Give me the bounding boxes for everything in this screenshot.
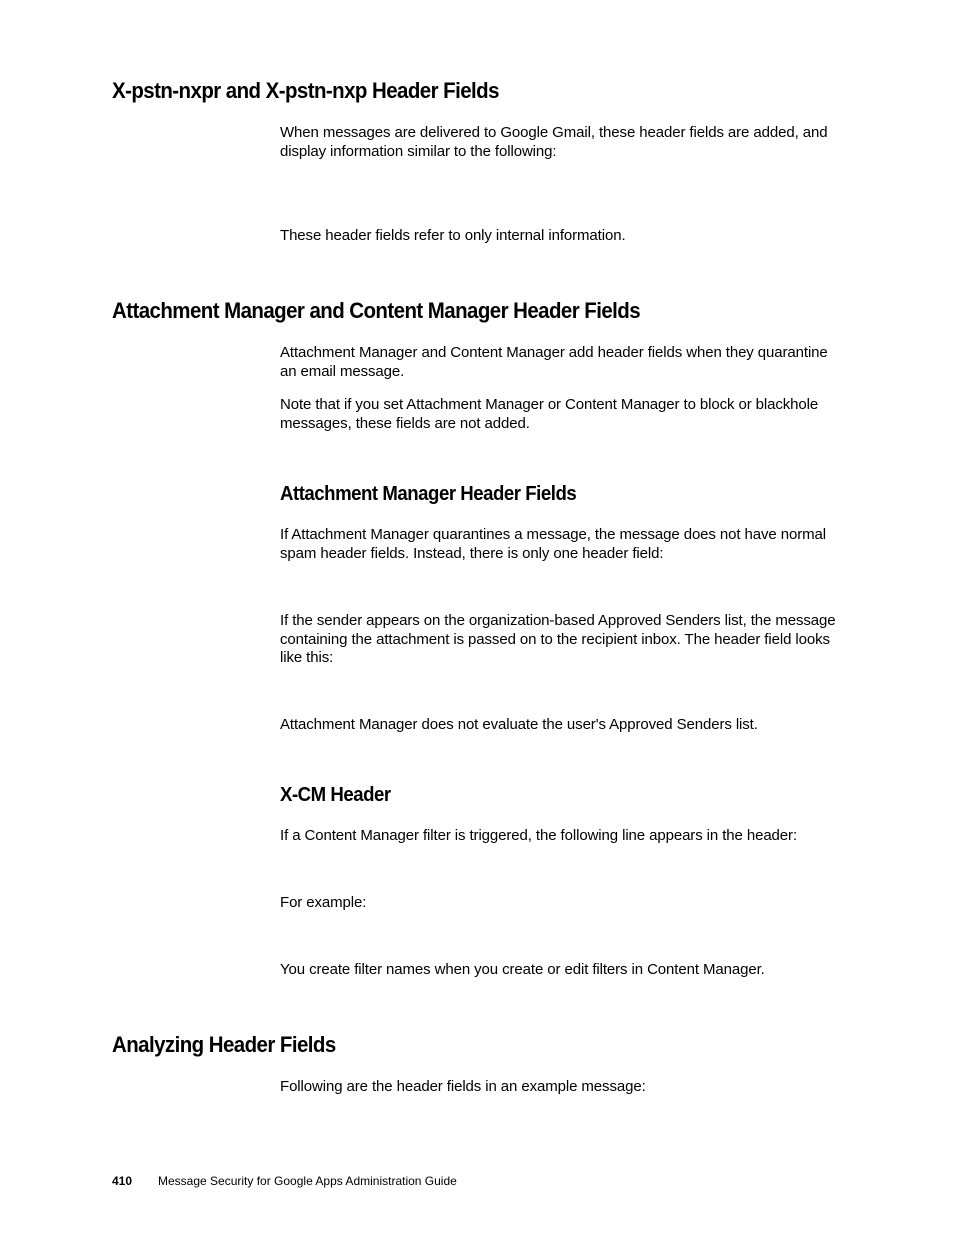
paragraph-xcm-filter-names: You create filter names when you create or edit filters in Content Manager. bbox=[280, 961, 765, 978]
guide-title: Message Security for Google Apps Administration Guide bbox=[158, 1174, 457, 1188]
paragraph-xpstn-intro: When messages are delivered to Google Gmail, these header fields are added, and display information similar to the following: bbox=[280, 124, 828, 160]
subsection-heading-attachment-manager: Attachment Manager Header Fields bbox=[280, 483, 577, 505]
paragraph-attachment-content-note: Note that if you set Attachment Manager or Content Manager to block or blackhole messages, these fields are not added. bbox=[280, 396, 819, 432]
paragraph-xcm-trigger: If a Content Manager filter is triggered, the following line appears in the header: bbox=[280, 827, 798, 844]
page-number: 410 bbox=[112, 1174, 133, 1188]
paragraph-approved-senders: If the sender appears on the organization-based Approved Senders list, the message containing the attachment is passed on to the recipient inbox. The header field looks like this: bbox=[280, 612, 836, 666]
section-heading-analyzing: Analyzing Header Fields bbox=[112, 1032, 336, 1057]
paragraph-attachment-not-evaluate: Attachment Manager does not evaluate the user's Approved Senders list. bbox=[280, 716, 758, 733]
paragraph-analyzing-intro: Following are the header fields in an example message: bbox=[280, 1078, 646, 1095]
paragraph-attachment-quarantine: If Attachment Manager quarantines a message, the message does not have normal spam header fields. Instead, there is only one header field: bbox=[280, 526, 826, 562]
page-footer bbox=[112, 1174, 457, 1188]
section-heading-attachment-content: Attachment Manager and Content Manager Header Fields bbox=[112, 298, 641, 323]
subsection-heading-xcm: X-CM Header bbox=[280, 784, 391, 806]
paragraph-xpstn-internal: These header fields refer to only internal information. bbox=[280, 227, 626, 244]
section-heading-xpstn: X-pstn-nxpr and X-pstn-nxp Header Fields bbox=[112, 78, 499, 103]
paragraph-xcm-example: For example: bbox=[280, 894, 367, 911]
paragraph-attachment-content-intro: Attachment Manager and Content Manager add header fields when they quarantine an email message. bbox=[280, 344, 828, 380]
